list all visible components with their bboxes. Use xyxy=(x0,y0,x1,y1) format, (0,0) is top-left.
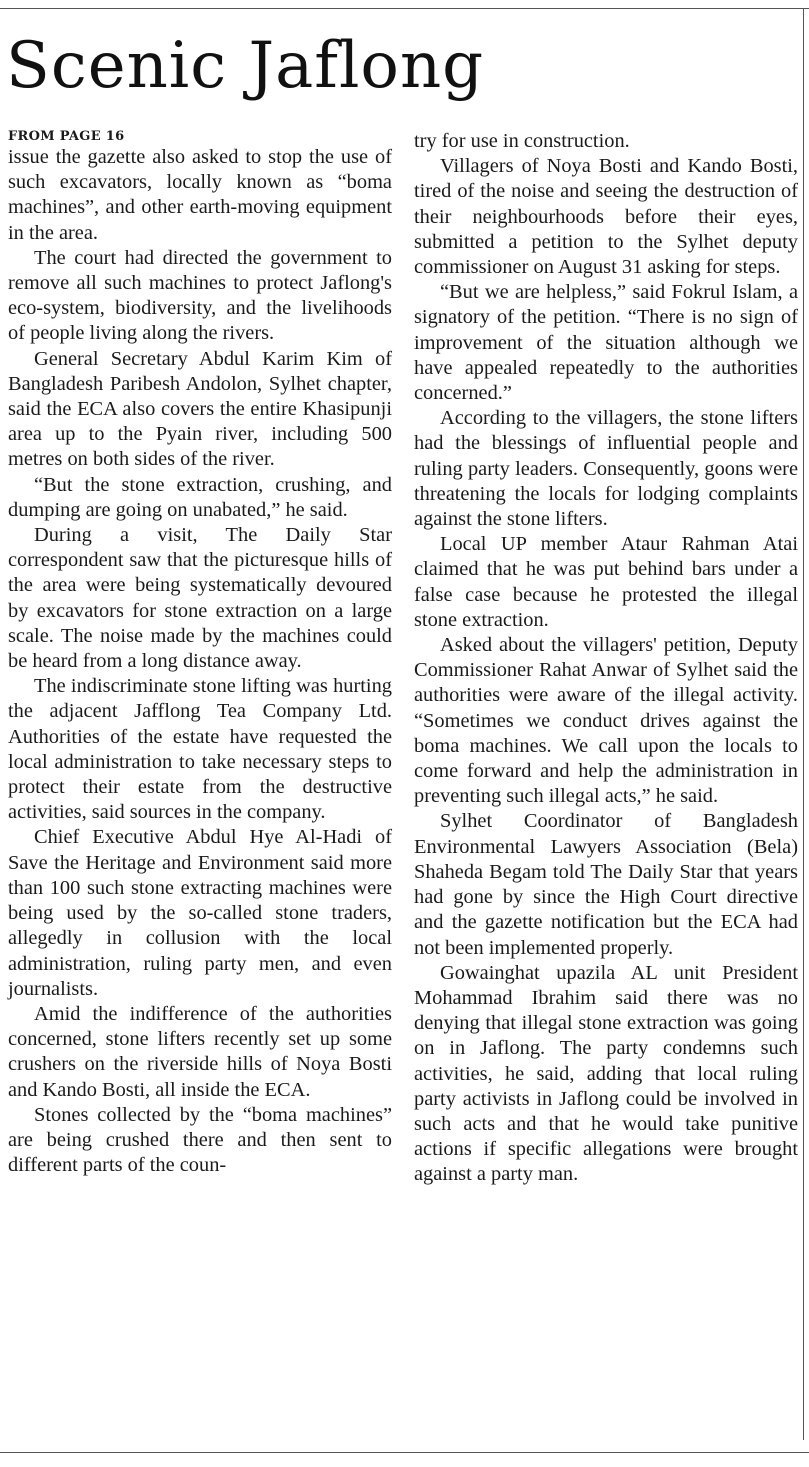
headline: Scenic Jaflong xyxy=(6,29,485,103)
jumpline: FROM PAGE 16 xyxy=(8,129,125,144)
paragraph: The indiscriminate stone lifting was hurting the adjacent Jafflong Tea Company Ltd. Authorities of the estate have requested the local administration to take necessary steps to protect their estate from the destructive activities, said sources in the company. xyxy=(8,675,392,824)
paragraph: The court had directed the government to remove all such machines to protect Jaflong's eco-system, biodiversity, and the livelihoods of people living along the rivers. xyxy=(8,246,392,345)
paragraph: try for use in construction. xyxy=(414,130,630,152)
column-border-right xyxy=(803,8,804,1440)
article-column-left xyxy=(8,128,392,1178)
paragraph: According to the villagers, the stone lifters had the blessings of influential people and ruling party leaders. Consequently, goons were threatening the locals for lodging complaints against the stone lifters. xyxy=(414,407,798,531)
paragraph: “But we are helpless,” said Fokrul Islam, a signatory of the petition. “There is no sign of improvement of the situation although we have appealed repeatedly to the authorities concerned.” xyxy=(414,281,798,405)
paragraph: General Secretary Abdul Karim Kim of Bangladesh Paribesh Andolon, Sylhet chapter, said the ECA also covers the entire Khasipunji area up to the Pyain river, including 500 metres on both sides of the river. xyxy=(8,347,392,471)
paragraph: “But the stone extraction, crushing, and dumping are going on unabated,” he said. xyxy=(8,473,392,521)
paragraph: issue the gazette also asked to stop the use of such excavators, locally known as “boma machines”, and other earth-moving equipment in the area. xyxy=(8,146,392,244)
paragraph: Chief Executive Abdul Hye Al-Hadi of Save the Heritage and Environment said more than 100 such stone extracting machines were being used by the so-called stone traders, allegedly in collusion with the local administration, ruling party men, and even journalists. xyxy=(8,826,392,1000)
paragraph: Local UP member Ataur Rahman Atai claimed that he was put behind bars under a false case because he protested the illegal stone extraction. xyxy=(414,533,798,631)
paragraph: Gowainghat upazila AL unit President Mohammad Ibrahim said there was no denying that illegal stone extraction was going on in Jaflong. The party condemns such activities, he said, adding that local ruling party activists in Jaflong could be involved in such acts and that he would take punitive actions if specific allegations were brought against a party man. xyxy=(414,961,798,1186)
top-rule xyxy=(0,8,809,9)
paragraph: Villagers of Noya Bosti and Kando Bosti, tired of the noise and seeing the destruction of their neighbourhoods before their eyes, submitted a petition to the Sylhet deputy commissioner on August 31 asking for steps. xyxy=(414,155,798,279)
article-column-right xyxy=(414,129,798,1188)
paragraph: Stones collected by the “boma machines” are being crushed there and then sent to different parts of the coun- xyxy=(8,1103,392,1177)
paragraph: Asked about the villagers' petition, Deputy Commissioner Rahat Anwar of Sylhet said the authorities were aware of the illegal activity. “Sometimes we conduct drives against the boma machines. We call upon the locals to come forward and help the administration in preventing such illegal acts,” he said. xyxy=(414,634,798,808)
paragraph: Sylhet Coordinator of Bangladesh Environmental Lawyers Association (Bela) Shaheda Begam told The Daily Star that years had gone by since the High Court directive and the gazette notification but the ECA had not been implemented properly. xyxy=(414,810,798,959)
bottom-rule xyxy=(0,1452,809,1453)
paragraph: Amid the indifference of the authorities concerned, stone lifters recently set up some crushers on the riverside hills of Noya Bosti and Kando Bosti, all inside the ECA. xyxy=(8,1002,392,1101)
paragraph: During a visit, The Daily Star correspondent saw that the picturesque hills of the area were being systematically devoured by excavators for stone extraction on a large scale. The noise made by the machines could be heard from a long distance away. xyxy=(8,524,392,673)
